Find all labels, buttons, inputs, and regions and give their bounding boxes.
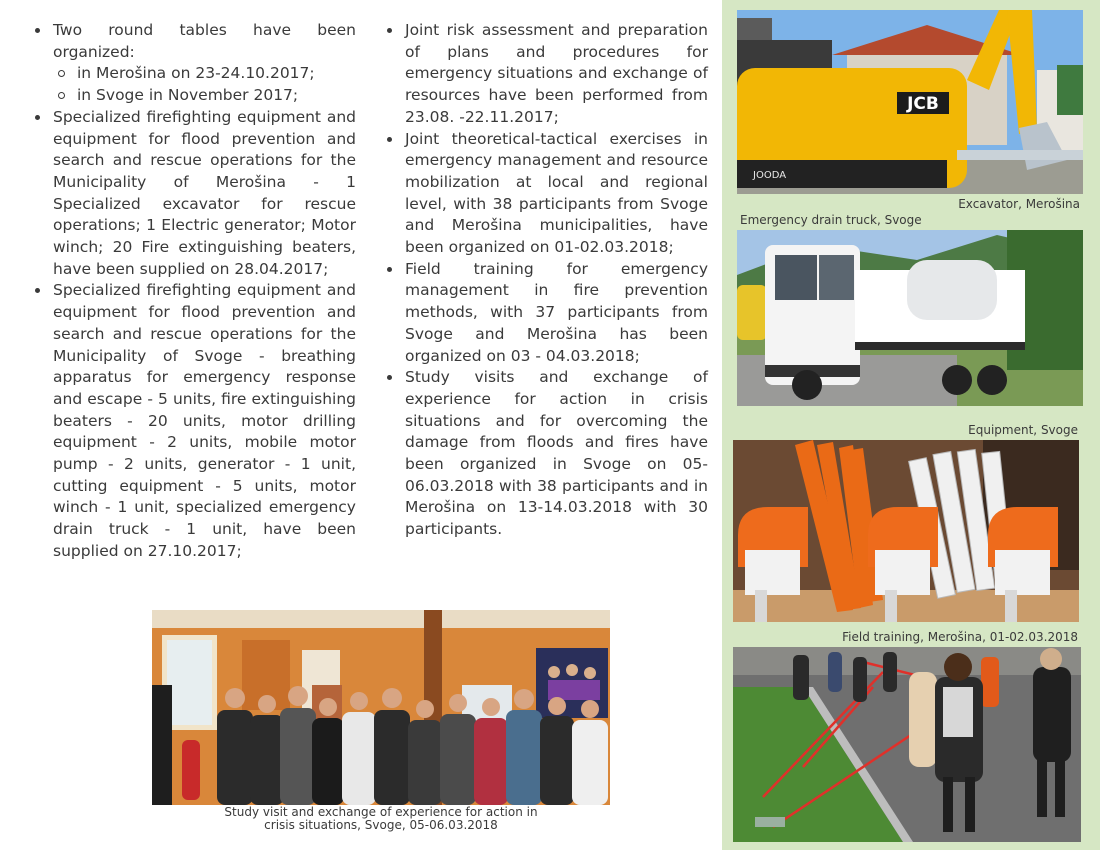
caption-line: crisis situations, Svoge, 05-06.03.2018 xyxy=(264,818,498,832)
drain-truck-photo xyxy=(737,230,1083,406)
study-visit-caption xyxy=(152,806,610,832)
list-item: Field training for emergency management in fire prevention methods, with 37 participants from Svoge and Merošina has been organized on 03 - 04.03.2018; xyxy=(384,259,708,368)
field-training-photo xyxy=(733,647,1081,842)
equipment-photo xyxy=(733,440,1079,622)
list-item: Specialized firefighting equipment and equipment for flood prevention and search and rescue operations for the Municipality of Merošina - 1 Specialized excavator for rescue operations; 1 Electric generator; Motor winch; 20 Fire extinguishing beaters, have been supplied on 28.04.2017; xyxy=(32,107,356,281)
photo-sidebar xyxy=(722,0,1100,850)
text-column-left xyxy=(32,20,356,563)
list-item-text: Two round tables have been organized: xyxy=(53,21,356,61)
list-item: Joint theoretical-tactical exercises in emergency management and resource mobilization at local and regional level, with 38 participants from Svoge and Merošina municipalities, have been organized on 01-02.03.2018; xyxy=(384,129,708,259)
jcb-logo-text: JCB xyxy=(907,94,939,114)
bullet-list xyxy=(32,20,356,563)
list-item xyxy=(32,20,356,107)
bullet-list xyxy=(384,20,708,541)
drain-truck-caption: Emergency drain truck, Svoge xyxy=(740,213,922,227)
list-item: Joint risk assessment and preparation of plans and procedures for emergency situations and exchange of resources have been performed from 23.08. -22.11.2017; xyxy=(384,20,708,129)
sub-list xyxy=(53,63,356,106)
study-visit-photo xyxy=(152,610,610,805)
excavator-brand-text: JOODA xyxy=(753,170,787,181)
caption-line: Study visit and exchange of experience for action in xyxy=(224,805,538,819)
excavator-photo xyxy=(737,10,1083,194)
list-item: Specialized firefighting equipment and equipment for flood prevention and search and rescue operations for the Municipality of Svoge - breathing apparatus for emergency response and escape - 5 units, fire extinguishing beaters - 20 units, motor drilling equipment - 2 units, mobile motor pump - 2 units, generator - 1 unit, cutting equipment - 5 units, motor winch - 1 unit, specialized emergency drain truck - 1 unit, have been supplied on 27.10.2017; xyxy=(32,280,356,562)
sub-list-item: in Svoge in November 2017; xyxy=(53,85,356,107)
text-column-right xyxy=(384,20,708,541)
sub-list-item: in Merošina on 23-24.10.2017; xyxy=(53,63,356,85)
excavator-caption: Excavator, Merošina xyxy=(958,197,1080,211)
field-training-caption: Field training, Merošina, 01-02.03.2018 xyxy=(842,630,1078,644)
equipment-caption: Equipment, Svoge xyxy=(968,423,1078,437)
list-item: Study visits and exchange of experience for action in crisis situations and for overcoming the damage from floods and fires have been organized in Svoge on 05-06.03.2018 with 38 participants and in Merošina on 13-14.03.2018 with 30 participants. xyxy=(384,367,708,541)
